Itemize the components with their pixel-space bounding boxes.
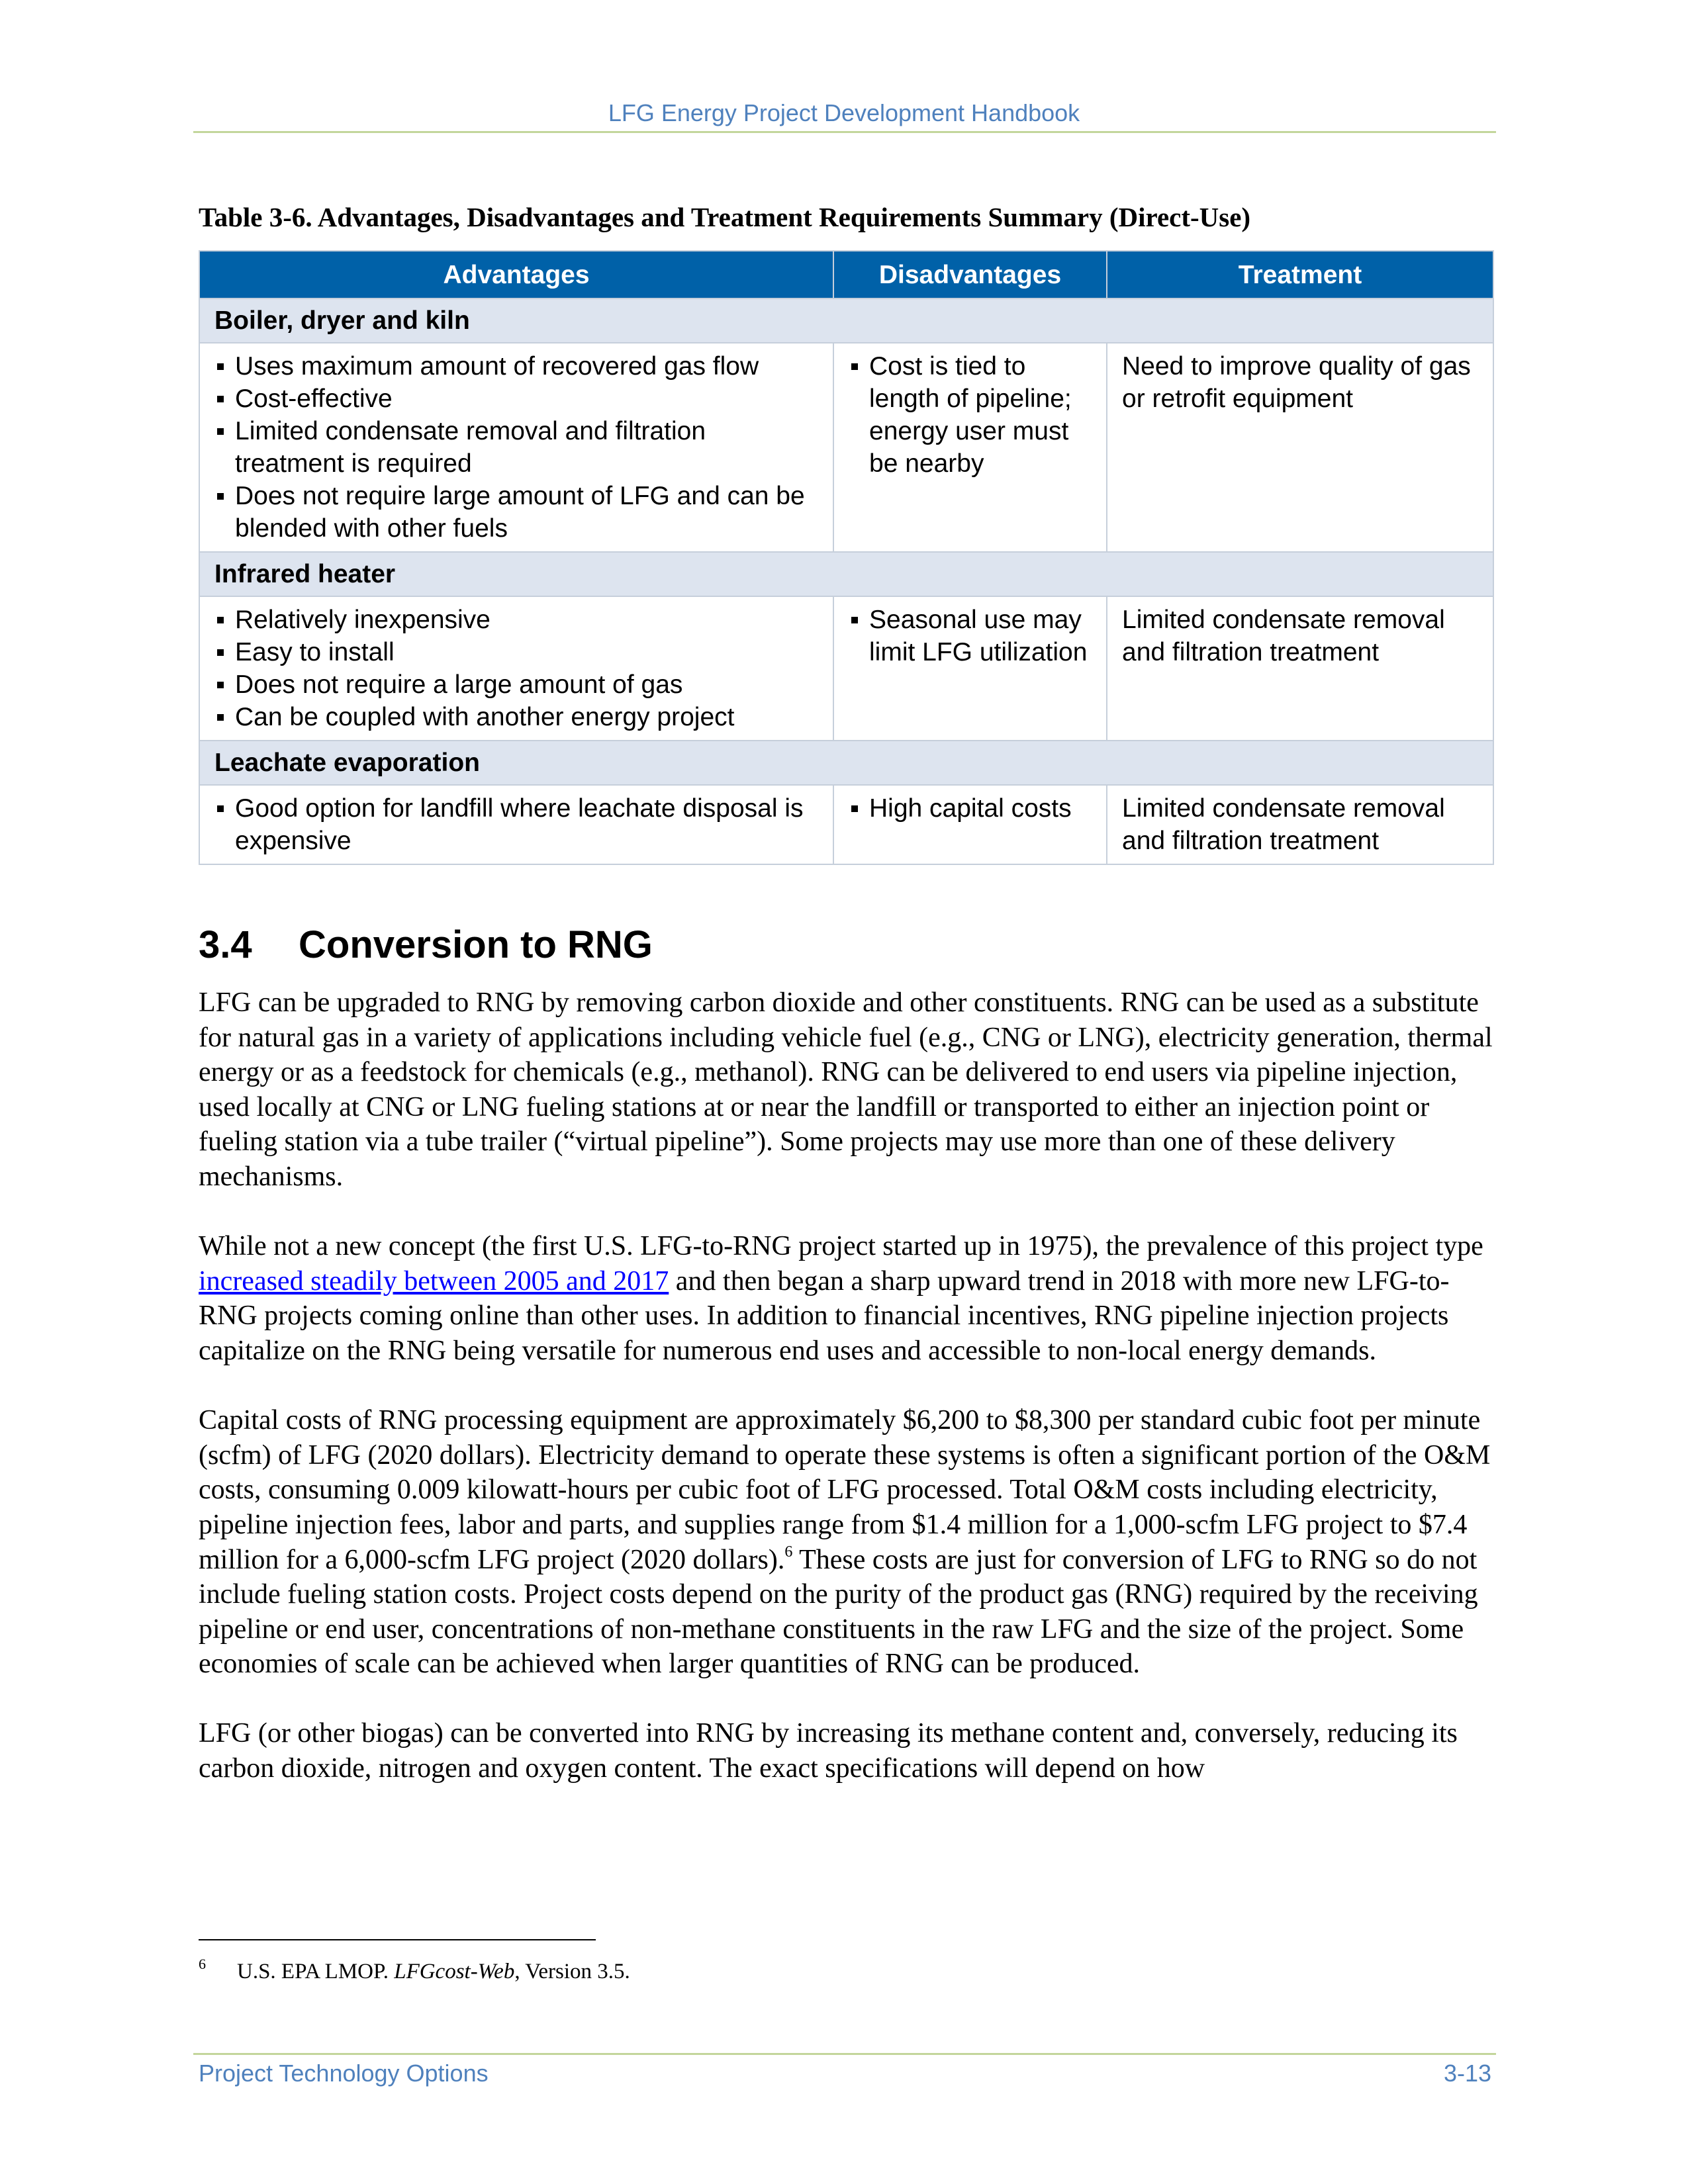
disadvantage-item: High capital costs bbox=[849, 792, 1093, 825]
footnote-title: LFGcost-Web bbox=[394, 1960, 515, 1983]
advantage-item: Does not require a large amount of gas bbox=[214, 668, 820, 701]
table-row bbox=[199, 596, 1493, 741]
paragraph: LFG (or other biogas) can be converted into RNG by increasing its methane content and, conversely, reducing its carbon dioxide, nitrogen and oxygen content. The exact specifications will depend on how bbox=[199, 1718, 1458, 1784]
group-label: Boiler, dryer and kiln bbox=[199, 298, 1493, 343]
paragraph: LFG can be upgraded to RNG by removing carbon dioxide and other constituents. RNG can be used as a substitute for natural gas in a variety of applications including vehicle fuel (e.g., CNG or LNG), electricity generation, thermal energy or as a feedstock for chemicals (e.g., methanol). RNG can be delivered to end users via pipeline injection, used locally at CNG or LNG fueling stations at or near the landfill or transported to either an injection point or fueling station via a tube trailer (“virtual pipeline”). Some projects may use more than one of these delivery mechanisms. bbox=[199, 987, 1493, 1192]
advantage-item: Relatively inexpensive bbox=[214, 604, 820, 636]
advantage-item: Uses maximum amount of recovered gas flow bbox=[214, 350, 820, 383]
column-header-treatment: Treatment bbox=[1107, 251, 1493, 298]
group-row-boiler bbox=[199, 298, 1493, 343]
group-label: Infrared heater bbox=[199, 552, 1493, 596]
section-number: 3.4 bbox=[199, 923, 252, 966]
treatment-cell: Need to improve quality of gas or retrofit equipment bbox=[1107, 343, 1493, 552]
summary-table bbox=[199, 250, 1494, 865]
page-number: 3-13 bbox=[1443, 2060, 1491, 2087]
advantage-item: Cost-effective bbox=[214, 383, 820, 415]
table-header-row bbox=[199, 251, 1493, 298]
table-row bbox=[199, 343, 1493, 552]
running-header: LFG Energy Project Development Handbook bbox=[608, 99, 1080, 126]
treatment-cell: Limited condensate removal and filtration treatment bbox=[1107, 785, 1493, 864]
footnote-reference[interactable]: 6 bbox=[784, 1543, 793, 1561]
footnote-mark: 6 bbox=[199, 1956, 206, 1972]
paragraph-text: While not a new concept (the first U.S. LFG-to-RNG project started up in 1975), the prevalence of this project type bbox=[199, 1231, 1483, 1262]
disadvantages-cell bbox=[833, 785, 1107, 864]
advantage-item: Good option for landfill where leachate disposal is expensive bbox=[214, 792, 820, 857]
table-caption: Table 3-6. Advantages, Disadvantages and Treatment Requirements Summary (Direct-Use) bbox=[199, 202, 1251, 232]
increased-steadily-link[interactable]: increased steadily between 2005 and 2017 bbox=[199, 1265, 669, 1297]
paragraph-text: Capital costs of RNG processing equipment are approximately $6,200 to $8,300 per standard cubic foot per minute (scfm) of LFG (2020 dollars). Electricity demand to operate these systems is often a significant portion of the O&M costs, consuming 0.009 kilowatt-hours per cubic foot of LFG processed. Total O&M costs including electricity, pipeline injection fees, labor and parts, and supplies range from $1.4 million for a 1,000-scfm LFG project to $7.4 million for a 6,000-scfm LFG project (2020 dollars). bbox=[199, 1405, 1491, 1575]
group-row-leachate bbox=[199, 741, 1493, 785]
advantage-item: Limited condensate removal and filtration treatment is required bbox=[214, 415, 820, 480]
section-heading bbox=[199, 923, 653, 967]
table-row bbox=[199, 785, 1493, 864]
advantages-cell bbox=[199, 596, 833, 741]
footnote bbox=[199, 1956, 630, 1984]
advantages-cell bbox=[199, 785, 833, 864]
column-header-disadvantages: Disadvantages bbox=[833, 251, 1107, 298]
advantage-item: Can be coupled with another energy project bbox=[214, 701, 820, 733]
group-row-infrared bbox=[199, 552, 1493, 596]
paragraph bbox=[199, 1403, 1493, 1682]
group-label: Leachate evaporation bbox=[199, 741, 1493, 785]
section-title: Conversion to RNG bbox=[299, 923, 653, 966]
advantages-cell bbox=[199, 343, 833, 552]
treatment-cell: Limited condensate removal and filtration treatment bbox=[1107, 596, 1493, 741]
advantage-item: Does not require large amount of LFG and can be blended with other fuels bbox=[214, 480, 820, 545]
disadvantages-cell bbox=[833, 596, 1107, 741]
disadvantage-item: Seasonal use may limit LFG utilization bbox=[849, 604, 1093, 668]
footer-rule bbox=[193, 2053, 1496, 2055]
paragraph-text: and then began a sharp upward trend in 2018 with more new LFG-to-RNG projects coming online than other uses. In addition to financial incentives, RNG pipeline injection projects capitalize on the RNG being versatile for numerous end uses and accessible to non-local energy demands. bbox=[199, 1265, 1450, 1366]
header-rule bbox=[193, 131, 1496, 133]
footnote-text: , Version 3.5. bbox=[514, 1960, 630, 1983]
disadvantage-item: Cost is tied to length of pipeline; energy user must be nearby bbox=[849, 350, 1093, 480]
advantage-item: Easy to install bbox=[214, 636, 820, 668]
footer-section-title: Project Technology Options bbox=[199, 2060, 489, 2087]
footnote-separator bbox=[199, 1939, 596, 1940]
body-text bbox=[199, 985, 1493, 1821]
column-header-advantages: Advantages bbox=[199, 251, 833, 298]
footnote-text: U.S. EPA LMOP. bbox=[237, 1960, 395, 1983]
paragraph-text: These costs are just for conversion of LFG to RNG so do not include fueling station costs. Project costs depend on the purity of the product gas (RNG) required by the receiving pipeline or end user, concentrations of non-methane constituents in the raw LFG and the size of the project. Some economies of scale can be achieved when larger quantities of RNG can be produced. bbox=[199, 1544, 1478, 1680]
paragraph bbox=[199, 1229, 1493, 1368]
disadvantages-cell bbox=[833, 343, 1107, 552]
